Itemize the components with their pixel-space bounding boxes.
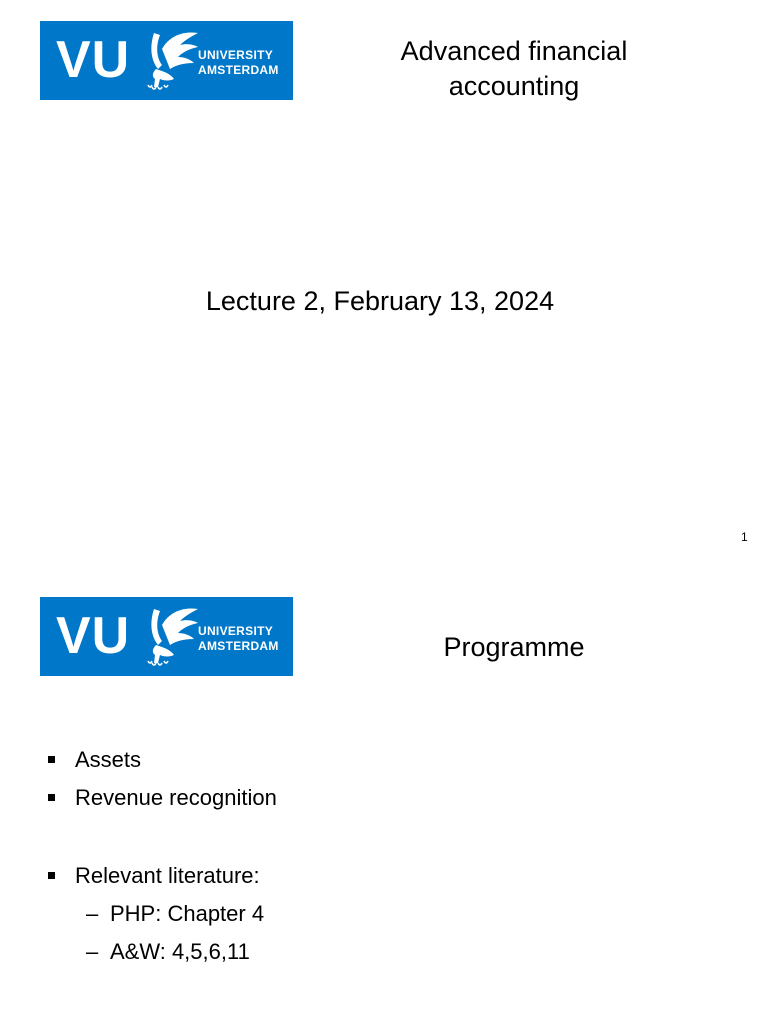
logo-initials: VU [56, 31, 131, 89]
bullet-text: Relevant literature: [75, 863, 260, 888]
sub-bullet-text: A&W: 4,5,6,11 [110, 939, 250, 964]
bullet-text: Revenue recognition [75, 785, 277, 810]
sub-bullet-item [48, 933, 277, 971]
sub-bullet-text: PHP: Chapter 4 [110, 901, 265, 926]
slide-2-title: Programme [443, 632, 585, 662]
sub-bullet-item [48, 895, 277, 933]
slide-1-title-line-1: Advanced financial [400, 36, 628, 66]
slide-2 [0, 576, 768, 1024]
vu-logo [40, 597, 293, 676]
square-bullet-icon [48, 756, 55, 763]
logo-text-university: UNIVERSITY [198, 624, 274, 638]
logo-text-amsterdam: AMSTERDAM [198, 63, 279, 77]
square-bullet-icon [48, 794, 55, 801]
griffin-emblem-icon [140, 25, 202, 95]
programme-list [48, 741, 277, 971]
bullet-item [48, 779, 277, 817]
dash-marker: – [86, 901, 99, 926]
bullet-text: Assets [75, 747, 142, 772]
page-number: 1 [741, 530, 748, 544]
logo-text-amsterdam: AMSTERDAM [198, 639, 279, 653]
logo-text-university: UNIVERSITY [198, 48, 274, 62]
square-bullet-icon [48, 872, 55, 879]
bullet-item [48, 857, 277, 895]
lecture-subtitle: Lecture 2, February 13, 2024 [205, 286, 555, 316]
slide-1-title-line-2: accounting [448, 71, 580, 101]
dash-marker: – [86, 939, 99, 964]
griffin-emblem-icon [140, 601, 202, 671]
slide-1-title [330, 34, 698, 104]
vu-logo [40, 21, 293, 100]
logo-initials: VU [56, 607, 131, 665]
bullet-item [48, 741, 277, 779]
